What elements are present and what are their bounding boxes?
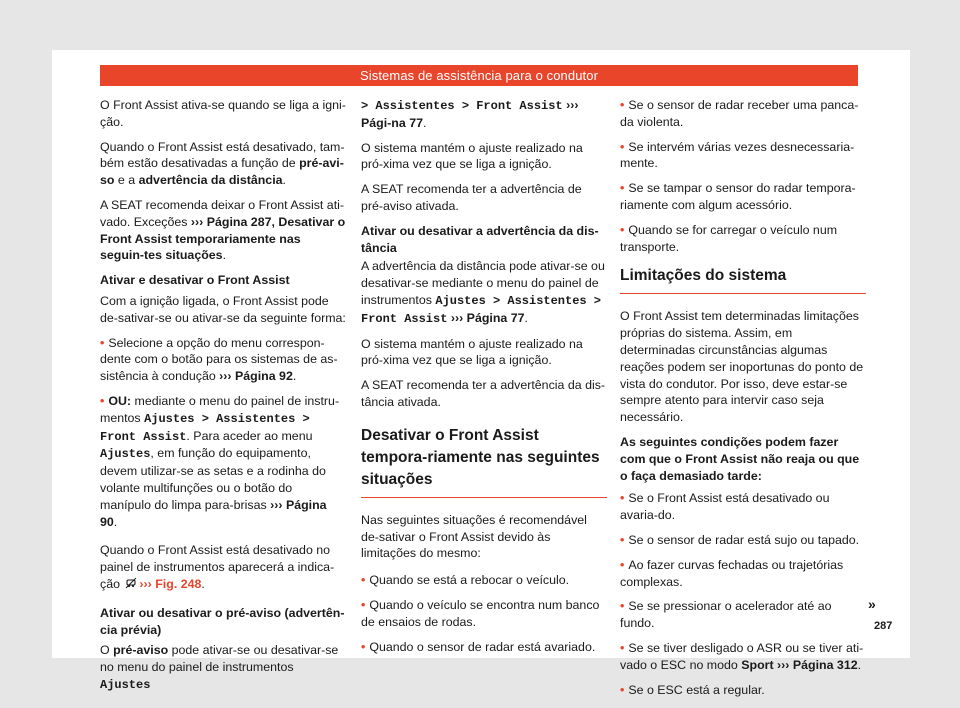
column-2: [361, 97, 607, 663]
paragraph: Nas seguintes situações é recomendável de-sativar o Front Assist devido às limitações do mesmo:: [361, 512, 587, 561]
front-assist-off-icon: [125, 577, 137, 589]
page-link[interactable]: ››› Página 287, Desativar o Front Assist temporariamente nas seguin-tes situações: [100, 214, 346, 263]
bullet-icon: •: [620, 640, 625, 655]
column-1: [100, 97, 346, 702]
paragraph: A SEAT recomenda deixar o Front Assist ati-vado. Exceções ››› Página 287, Desativar o Front Assist temporariamente nas seguin-tes situações.: [100, 197, 346, 263]
list-item: • Ao fazer curvas fechadas ou trajetórias complexas.: [620, 557, 844, 589]
list-item: • Quando o sensor de radar está avariado.: [361, 639, 596, 654]
bullet-icon: •: [620, 599, 625, 614]
list-item: • OU: mediante o menu do painel de instru-mentos Ajustes > Assistentes > Front Assist. Para aceder ao menu Ajustes, em função do equipamento, devem utilizar-se as setas e a rodinha do volante multifunções ou o botão do manípulo do limpa para-brisas ››› Página 90.: [100, 393, 340, 529]
list-item: • Quando o veículo se encontra num banco de ensaios de rodas.: [361, 597, 600, 629]
paragraph: > Assistentes > Front Assist ››› Pági-na 77.: [361, 98, 579, 130]
page-number: 287: [874, 620, 893, 632]
list-item: • Quando se for carregar o veículo num transporte.: [620, 222, 838, 254]
list-item: • Se o Front Assist está desativado ou avaria-do.: [620, 491, 830, 523]
section-header: Sistemas de assistência para o condutor: [100, 65, 858, 86]
list-item: • Se se tiver desligado o ASR ou se tiver ati-vado o ESC no modo Sport ››› Página 312.: [620, 640, 864, 672]
bullet-icon: •: [620, 181, 625, 196]
section-title: Desativar o Front Assist tempora-riamente nas seguintes situações: [361, 425, 607, 498]
list-item: • Se o sensor de radar receber uma panca-da violenta.: [620, 98, 859, 129]
bullet-icon: •: [361, 573, 366, 588]
bullet-icon: •: [620, 222, 625, 237]
bullet-icon: •: [100, 393, 105, 408]
page-link[interactable]: ››› Página 92: [219, 369, 293, 384]
page-link[interactable]: ››› Página 312: [773, 657, 858, 672]
bullet-icon: •: [620, 557, 625, 572]
bullet-icon: •: [620, 139, 625, 154]
list-item: • Se se pressionar o acelerador até ao fundo.: [620, 599, 832, 631]
section-title: Limitações do sistema: [620, 265, 866, 294]
paragraph: O Front Assist tem determinadas limitações próprias do sistema. Assim, em determinadas circunstâncias algumas reações podem ser inoportunas do ponto de vista do condutor. Por isso, deve estar-se sempre atento para intervir caso seja necessário.: [620, 309, 864, 425]
bullet-icon: •: [620, 98, 625, 112]
list-item: • Se se tampar o sensor do radar tempora-riamente com algum acessório.: [620, 181, 856, 212]
page-link[interactable]: ››› Pági-na 77: [361, 98, 579, 130]
paragraph: A SEAT recomenda ter a advertência da dis-tância ativada.: [361, 378, 606, 409]
subheading: Ativar e desativar o Front Assist: [100, 273, 290, 288]
page-link[interactable]: ››› Página 90: [100, 497, 327, 529]
bullet-icon: •: [100, 335, 105, 350]
bullet-icon: •: [620, 491, 625, 506]
paragraph: O sistema mantém o ajuste realizado na pró-xima vez que se liga a ignição.: [361, 336, 583, 368]
list-item: • Selecione a opção do menu correspon-dente com o botão para os sistemas de as-sistência à condução ››› Página 92.: [100, 335, 338, 384]
paragraph: O Front Assist ativa-se quando se liga a igni-ção.: [100, 98, 346, 129]
list-item: • Se intervém várias vezes desnecessaria-mente.: [620, 139, 855, 171]
subheading: As seguintes condições podem fazer com que o Front Assist não reaja ou que o faça demasiado tarde:: [620, 434, 860, 483]
paragraph: Com a ignição ligada, o Front Assist pode de-sativar-se ou ativar-se da seguinte forma:: [100, 293, 346, 325]
column-3: [620, 97, 866, 706]
bullet-icon: •: [361, 639, 366, 654]
bullet-icon: •: [361, 597, 366, 612]
continue-arrow-icon: »: [868, 596, 876, 612]
bullet-icon: •: [620, 532, 625, 547]
paragraph: A SEAT recomenda ter a advertência de pré-aviso ativada.: [361, 182, 582, 213]
bullet-icon: •: [620, 682, 625, 697]
paragraph: O pré-aviso pode ativar-se ou desativar-se no menu do painel de instrumentos Ajustes: [100, 643, 339, 692]
page-link[interactable]: ››› Página 77: [447, 310, 525, 325]
subheading: Ativar ou desativar a advertência da dis-tância: [361, 223, 599, 255]
paragraph: Quando o Front Assist está desativado, tam-bém estão desativadas a função de pré-avi-so e a advertência da distância.: [100, 139, 345, 188]
list-item: • Se o sensor de radar está sujo ou tapado.: [620, 532, 860, 547]
paragraph: O sistema mantém o ajuste realizado na pró-xima vez que se liga a ignição.: [361, 140, 583, 172]
list-item: • Se o ESC está a regular.: [620, 682, 765, 697]
subheading: Ativar ou desativar o pré-aviso (advertên-cia prévia): [100, 605, 345, 637]
paragraph: A advertência da distância pode ativar-se ou desativar-se mediante o menu do painel de instrumentos Ajustes > Assistentes > Front Assist ››› Página 77.: [361, 259, 605, 326]
figure-link[interactable]: ››› Fig. 248: [139, 576, 202, 591]
paragraph: Quando o Front Assist está desativado no painel de instrumentos aparecerá a indica-ção ››› Fig. 248.: [100, 543, 335, 591]
list-item: • Quando se está a rebocar o veículo.: [361, 573, 570, 588]
